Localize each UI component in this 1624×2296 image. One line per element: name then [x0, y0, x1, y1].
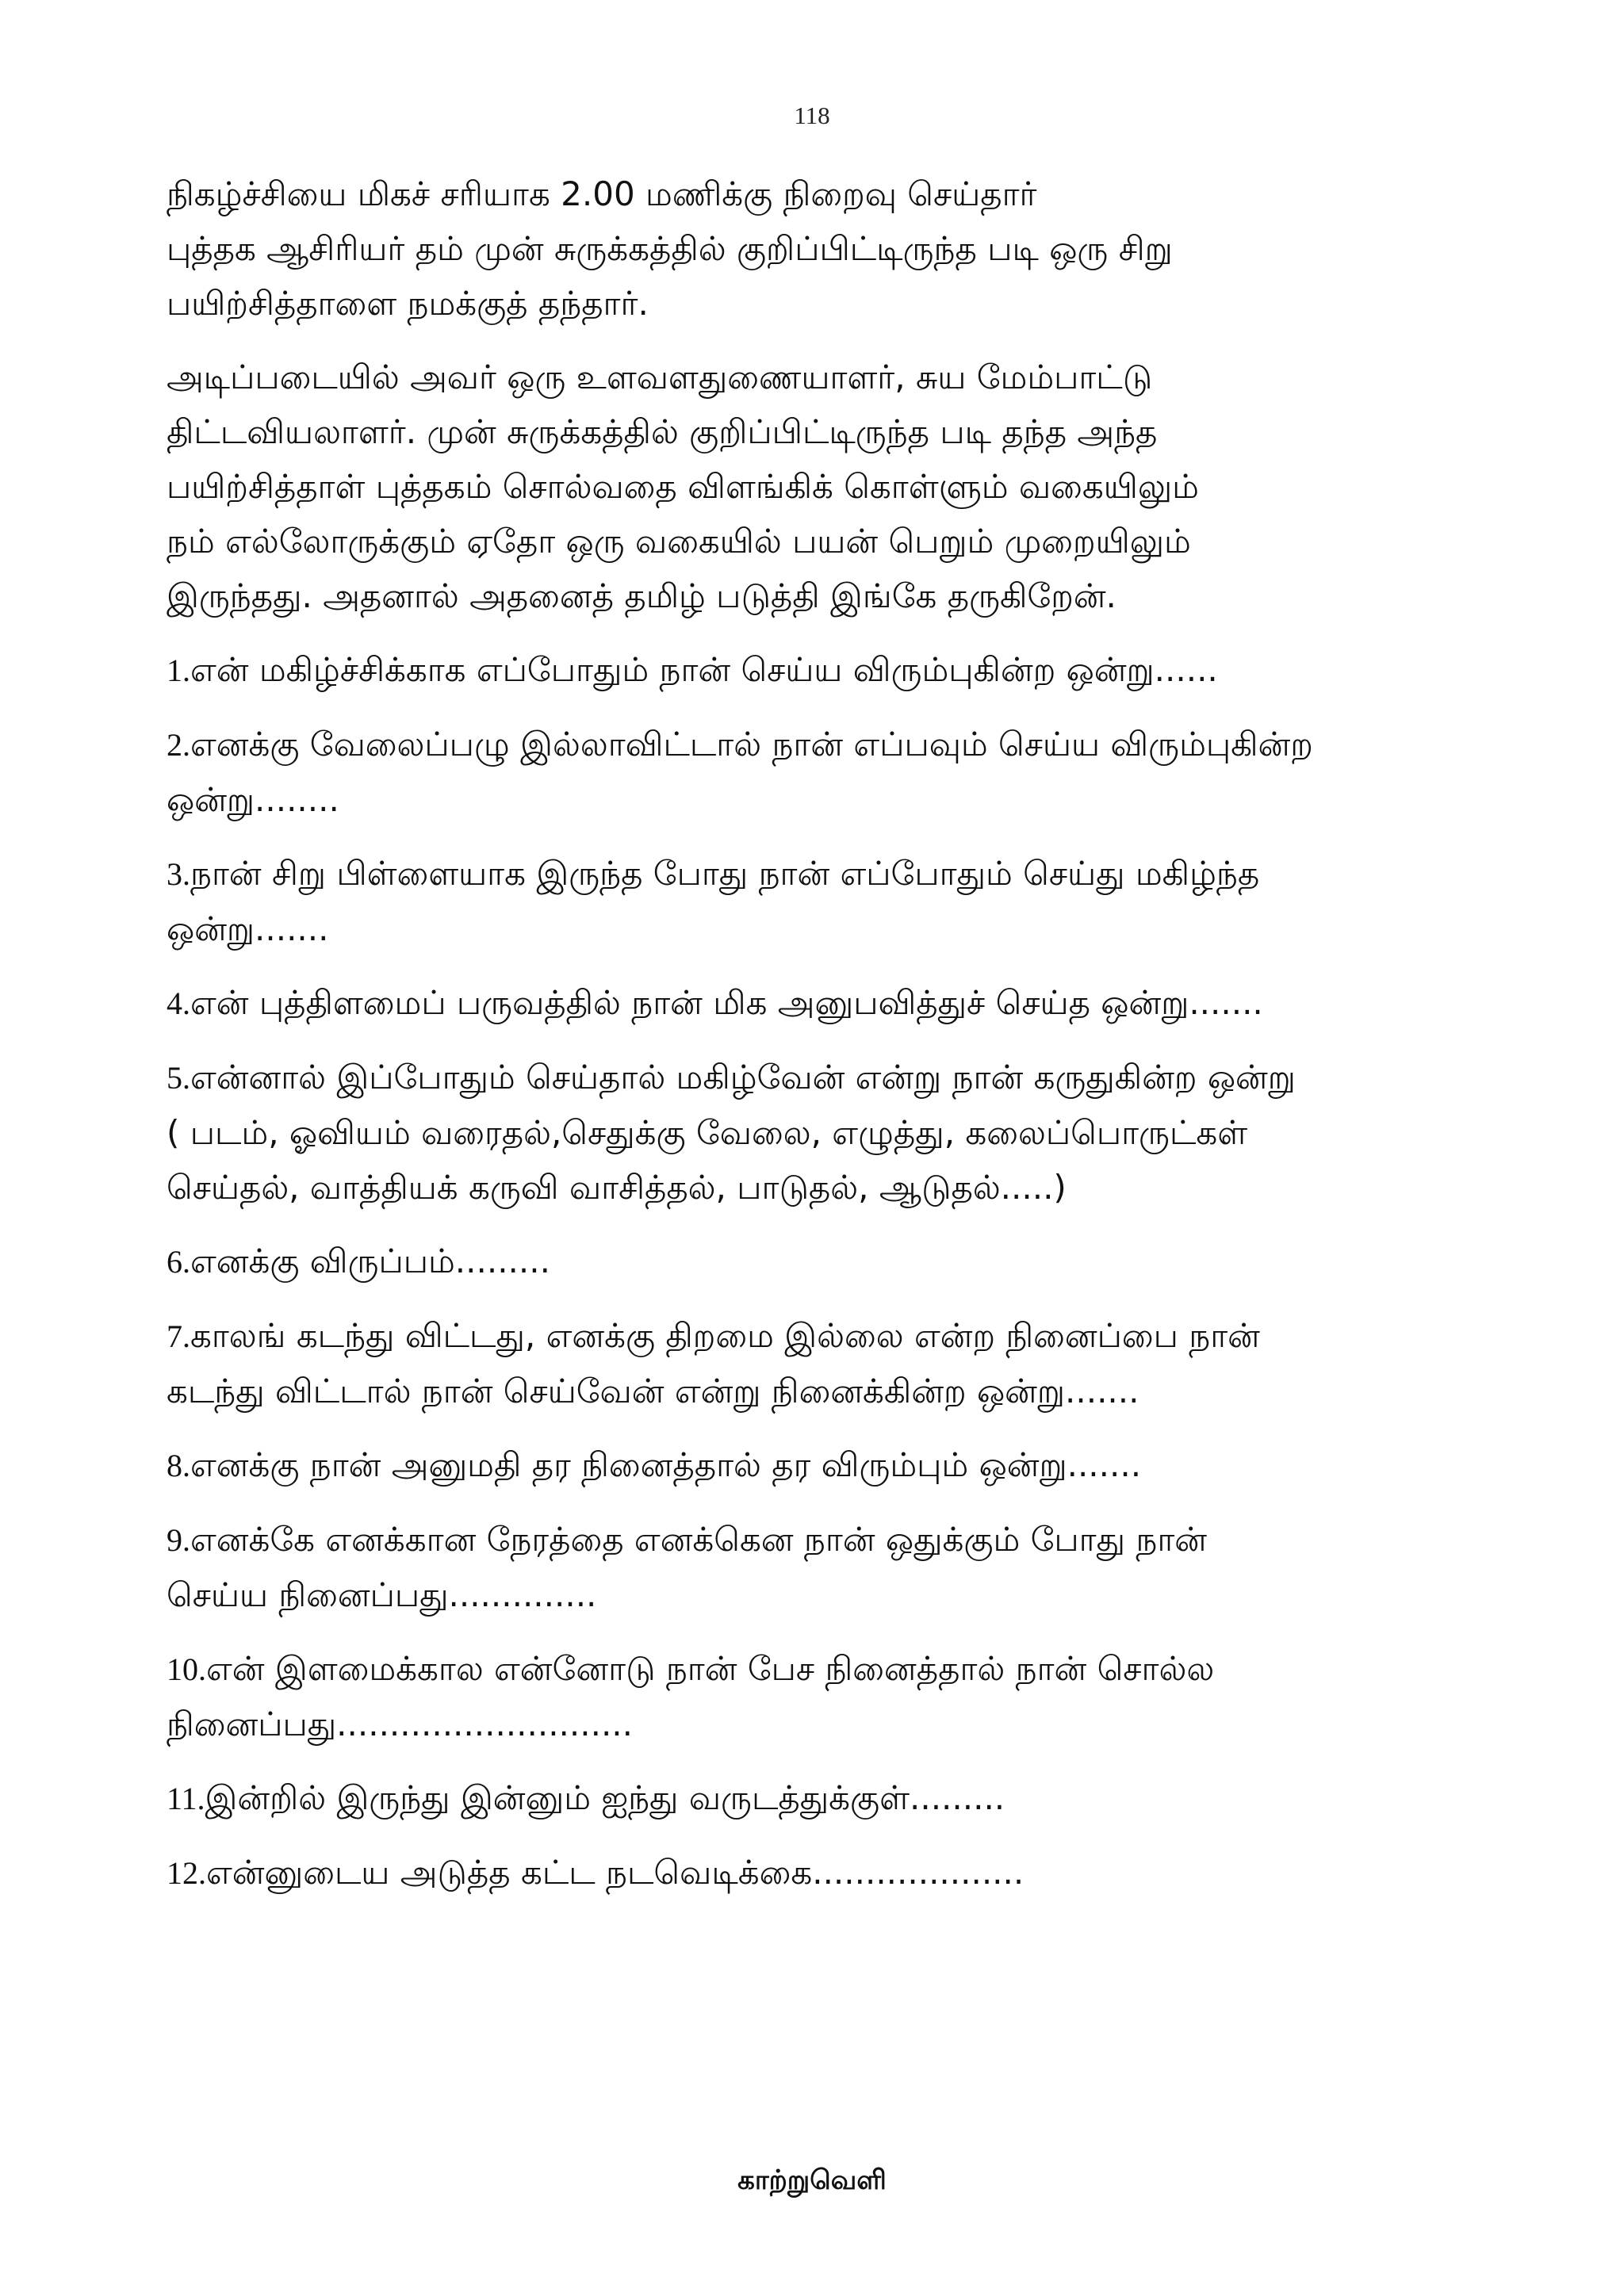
- question-line: [167, 1160, 1483, 1215]
- question-item: [167, 1050, 1483, 1215]
- paragraph-line: நம் எல்லோருக்கும் ஏதோ ஒரு வகையில் பயன் பெறும் முறையிலும்: [167, 522, 1191, 561]
- question-text: ஒன்று........: [167, 780, 339, 819]
- question-number: 1.: [167, 652, 190, 688]
- question-text: கடந்து விட்டால் நான் செய்வேன் என்று நினைக்கின்ற ஒன்று.......: [167, 1372, 1139, 1410]
- question-text: நான் சிறு பிள்ளையாக இருந்த போது நான் எப்போதும் செய்து மகிழ்ந்த: [190, 854, 1260, 893]
- question-line: [167, 1845, 1483, 1900]
- paragraph-line: பயிற்சித்தாள் புத்தகம் சொல்வதை விளங்கிக் கொள்ளும் வகையிலும்: [167, 467, 1199, 506]
- question-item: [167, 1437, 1483, 1493]
- page-content: [167, 166, 1483, 1919]
- question-text: எனக்கு விருப்பம்.........: [190, 1242, 550, 1280]
- question-line: [167, 1697, 1483, 1751]
- question-line: [167, 1364, 1483, 1418]
- question-list: [167, 642, 1483, 1900]
- question-text: எனக்கு நான் அனுமதி தர நினைத்தால் தர விரும்பும் ஒன்று.......: [190, 1445, 1142, 1484]
- question-number: 7.: [167, 1318, 190, 1354]
- question-text: காலங் கடந்து விட்டது, எனக்கு திறமை இல்லை என்ற நினைப்பை நான்: [190, 1316, 1260, 1355]
- question-item: [167, 1770, 1483, 1826]
- question-number: 4.: [167, 985, 190, 1021]
- question-number: 12.: [167, 1855, 206, 1891]
- question-item: [167, 1512, 1483, 1622]
- question-text: எனக்கு வேலைப்பழு இல்லாவிட்டால் நான் எப்பவும் செய்ய விரும்புகின்ற: [190, 725, 1313, 763]
- question-text: ஒன்று.......: [167, 909, 329, 948]
- question-number: 8.: [167, 1448, 190, 1483]
- question-number: 3.: [167, 856, 190, 892]
- question-text: என்னுடைய அடுத்த கட்ட நடவெடிக்கை....................: [206, 1853, 1025, 1892]
- question-text: என் இளமைக்கால என்னோடு நான் பேச நினைத்தால் நான் சொல்ல: [206, 1649, 1215, 1688]
- question-item: [167, 717, 1483, 827]
- intro-paragraph: [167, 350, 1483, 623]
- question-item: [167, 642, 1483, 698]
- question-line: [167, 1234, 1483, 1289]
- question-item: [167, 1308, 1483, 1418]
- intro-paragraph: [167, 166, 1483, 331]
- question-number: 10.: [167, 1651, 206, 1687]
- question-text: இன்றில் இருந்து இன்னும் ஐந்து வருடத்துக்குள்.........: [205, 1778, 1005, 1817]
- question-line: [167, 1770, 1483, 1826]
- question-text: ( படம், ஓவியம் வரைதல்,செதுக்கு வேலை, எழுத்து, கலைப்பொருட்கள்: [167, 1113, 1248, 1152]
- page-number: 118: [794, 101, 830, 129]
- paragraph-line: புத்தக ஆசிரியர் தம் முன் சுருக்கத்தில் குறிப்பிட்டிருந்த படி ஒரு சிறு: [167, 229, 1173, 268]
- question-line: [167, 975, 1483, 1031]
- question-line: [167, 642, 1483, 698]
- paragraph-line: இருந்தது. அதனால் அதனைத் தமிழ் படுத்தி இங்கே தருகிறேன்.: [167, 576, 1116, 615]
- question-text: என் மகிழ்ச்சிக்காக எப்போதும் நான் செய்ய விரும்புகின்ற ஒன்று......: [190, 650, 1218, 689]
- question-line: [167, 1567, 1483, 1622]
- question-text: நினைப்பது............................: [167, 1705, 633, 1743]
- question-text: என் புத்திளமைப் பருவத்தில் நான் மிக அனுபவித்துச் செய்த ஒன்று.......: [190, 983, 1263, 1022]
- question-line: [167, 717, 1483, 772]
- question-line: [167, 772, 1483, 827]
- question-item: [167, 975, 1483, 1031]
- question-item: [167, 1234, 1483, 1289]
- question-line: [167, 846, 1483, 901]
- question-line: [167, 1105, 1483, 1160]
- question-text: செய்தல், வாத்தியக் கருவி வாசித்தல், பாடுதல், ஆடுதல்.....): [167, 1168, 1067, 1207]
- question-line: [167, 1512, 1483, 1567]
- question-line: [167, 901, 1483, 956]
- question-text: எனக்கே எனக்கான நேரத்தை எனக்கென நான் ஒதுக்கும் போது நான்: [190, 1520, 1208, 1559]
- question-line: [167, 1641, 1483, 1697]
- paragraph-line: நிகழ்ச்சியை மிகச் சரியாக 2.00 மணிக்கு நிறைவு செய்தார்: [167, 174, 1037, 213]
- paragraph-line: பயிற்சித்தாளை நமக்குத் தந்தார்.: [167, 284, 649, 323]
- magazine-footer-title: காற்றுவெளி: [737, 2164, 887, 2196]
- question-number: 6.: [167, 1244, 190, 1280]
- question-line: [167, 1437, 1483, 1493]
- question-item: [167, 1641, 1483, 1751]
- question-line: [167, 1308, 1483, 1364]
- question-item: [167, 846, 1483, 956]
- question-text: செய்ய நினைப்பது..............: [167, 1575, 597, 1614]
- question-text: என்னால் இப்போதும் செய்தால் மகிழ்வேன் என்று நான் கருதுகின்ற ஒன்று: [190, 1058, 1296, 1096]
- question-number: 5.: [167, 1060, 190, 1096]
- paragraph-line: திட்டவியலாளர். முன் சுருக்கத்தில் குறிப்பிட்டிருந்த படி தந்த அந்த: [167, 412, 1158, 451]
- question-number: 11.: [167, 1781, 205, 1816]
- paragraph-line: அடிப்படையில் அவர் ஒரு உளவளதுணையாளர், சுய மேம்பாட்டு: [167, 358, 1153, 396]
- question-number: 2.: [167, 727, 190, 763]
- question-line: [167, 1050, 1483, 1105]
- question-number: 9.: [167, 1522, 190, 1558]
- question-item: [167, 1845, 1483, 1900]
- intro-section: [167, 166, 1483, 623]
